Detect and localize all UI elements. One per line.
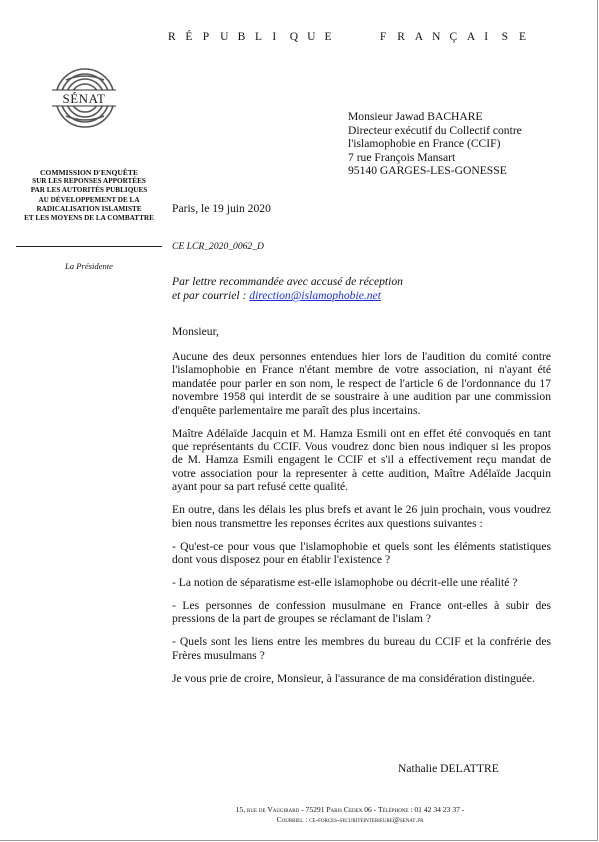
president-title: La Présidente (65, 261, 113, 271)
recipient-line: l'islamophobie en France (CCIF) (348, 137, 501, 151)
letterhead-letter: A (414, 31, 423, 43)
letterhead-letter: Q (289, 31, 299, 43)
footer-line: Courriel : ce-forces-securiteinterieure@senat.fr (276, 815, 424, 824)
recipient-line: Directeur exécutif du Collectif contre (348, 123, 522, 137)
commission-line: ET LES MOYENS DE LA COMBATTRE (24, 214, 154, 223)
commission-line: PAR LES AUTORITÉS PUBLIQUES (30, 186, 148, 195)
recipient-line: Monsieur Jawad BACHARE (348, 110, 483, 123)
question-item: - La notion de séparatisme est-elle islamophobe ou décrit-elle une réalité ? (172, 576, 518, 590)
signatory-name: Nathalie DELATTRE (398, 762, 499, 775)
body-paragraph: Maître Adélaïde Jacquin et M. Hamza Esmili ont en effet été convoqués en tant que représentants du CCIF. Vous voudrez donc bien nous indiquer si les propos de M. Hamza Esmili engagent le CCIF et s'il a effectivement reçu mandat de votre association pour la representer à cette audition, Maître Adélaïde Jacquin ayant pour sa part refusé cette qualité. (172, 426, 551, 494)
recipient-line: 7 rue François Mansart (348, 150, 456, 164)
delivery-prefix: et par courriel : (172, 289, 250, 302)
email-link[interactable]: direction@islamophobie.net (249, 289, 381, 302)
letterhead-letter: F (379, 31, 387, 43)
letterhead-letter: U (307, 31, 316, 43)
letterhead-letter: E (519, 31, 527, 43)
letterhead-letter: E (324, 31, 332, 43)
letterhead-letter: Ç (449, 31, 458, 43)
recipient-line: 95140 GARGES-LES-GONESSE (348, 164, 507, 178)
delivery-line-email (172, 289, 403, 303)
body-paragraph: En outre, dans les délais les plus brefs et avant le 26 juin prochain, vous voudrez bien nous transmettre les reponses écrites aux questions suivantes : (172, 503, 551, 530)
closing-paragraph: Je vous prie de croire, Monsieur, à l'assurance de ma considération distinguée. (172, 671, 535, 685)
question-item: - Qu'est-ce pour vous que l'islamophobie et quels sont les éléments statistiques dont vous disposez pour en établir l'existence ? (172, 539, 551, 567)
question-item: - Quels sont les liens entre les membres du bureau du CCIF et la confrérie des Frères musulmans ? (172, 635, 551, 662)
commission-line: RADICALISATION ISLAMISTE (36, 204, 142, 213)
letterhead-letter: É (185, 31, 193, 43)
recipient-address (348, 110, 578, 178)
senat-logo (52, 66, 116, 130)
letterhead-letter: R (397, 31, 405, 43)
commission-name (10, 168, 168, 223)
letterhead-letter: P (202, 31, 210, 43)
delivery-method (172, 275, 403, 303)
body-paragraph: Aucune des deux personnes entendues hier lors de l'audition du comité contre l'islamophobie en France n'étant membre de votre association, ni n'ayant été mandatée pour parler en son nom, le respect de l'article 6 de l'ordonnance du 17 novembre 1958 qui interdit de se soustraire à une audition par une commission d'enquête parlementaire me paraît des plus incertains. (172, 350, 551, 417)
letterhead-title (168, 31, 528, 43)
letter-reference: CE LCR_2020_0062_D (172, 241, 264, 252)
letter-date: Paris, le 19 juin 2020 (172, 202, 271, 215)
commission-line: SUR LES REPONSES APPORTÉES (32, 177, 146, 186)
logo-wordmark: SÉNAT (62, 91, 106, 106)
commission-line: AU DÉVELOPPEMENT DE LA (38, 195, 140, 204)
letterhead-letter: I (272, 31, 277, 43)
letterhead-letter: A (466, 31, 476, 43)
commission-line: COMMISSION D'ENQUÊTE (39, 168, 139, 177)
footer-address (120, 805, 580, 825)
letterhead-letter: S (501, 31, 509, 43)
question-item: - Les personnes de confession musulmane en France ont-elles à subir des pressions de la part de groupes se réclamant de l'islam ? (172, 599, 551, 626)
letterhead-letter: U (220, 31, 229, 43)
senat-seal-icon (52, 66, 116, 130)
letterhead-letter: R (168, 31, 176, 43)
salutation: Monsieur, (172, 325, 219, 338)
letter-body (172, 350, 551, 695)
letterhead-letter: N (432, 31, 441, 43)
sidebar-divider (16, 246, 162, 247)
letterhead-letter: L (254, 31, 262, 43)
letterhead-letter: B (237, 31, 246, 43)
footer-line: 15, rue de Vaugirard - 75291 Paris Cedex 06 - Téléphone : 01 42 34 23 37 - (235, 805, 465, 814)
letterhead-letter: I (484, 31, 489, 43)
delivery-line: Par lettre recommandée avec accusé de réception (172, 275, 403, 288)
